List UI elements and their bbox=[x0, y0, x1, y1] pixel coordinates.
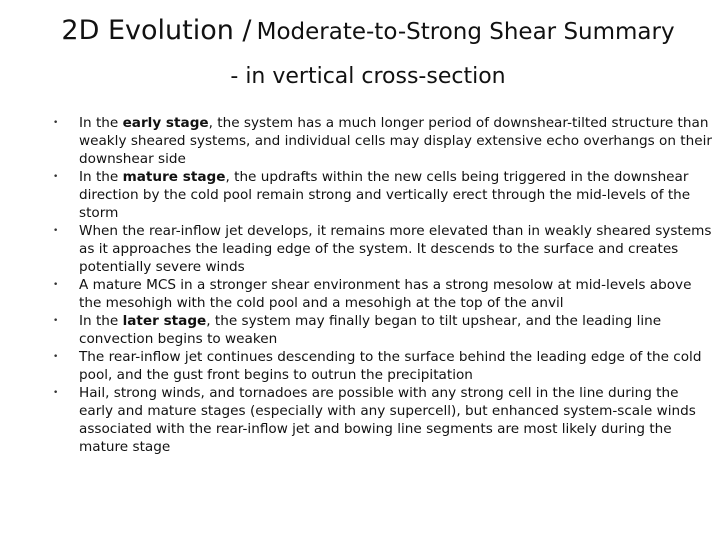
bullet-text-pre: In the bbox=[79, 115, 123, 131]
bullet-text bbox=[79, 385, 696, 455]
bullet-icon: • bbox=[53, 226, 59, 236]
bullet-text-pre: In the bbox=[79, 169, 123, 185]
bullet-icon: • bbox=[53, 118, 59, 128]
bullet-item-rear-inflow-descending bbox=[53, 348, 713, 384]
slide-title bbox=[0, 14, 720, 90]
bullet-list bbox=[53, 114, 713, 456]
title-line-2: - in vertical cross-section bbox=[230, 63, 506, 89]
bullet-icon: • bbox=[53, 352, 59, 362]
bullet-text bbox=[79, 349, 701, 383]
bullet-text-pre: When the rear-inflow jet develops, it remains more elevated than in weakly sheared systems as it approaches the leading edge of the system. It descends to the surface and creates potentially severe winds bbox=[79, 223, 712, 275]
bullet-text-pre: Hail, strong winds, and tornadoes are possible with any strong cell in the line during the early and mature stages (especially with any supercell), but enhanced system-scale winds associated with the rear-inflow jet and bowing line segments are most likely during the mature stage bbox=[79, 385, 696, 455]
bullet-text-pre: A mature MCS in a stronger shear environment has a strong mesolow at mid-levels above the mesohigh with the cold pool and a mesohigh at the top of the anvil bbox=[79, 277, 692, 311]
bullet-item-mature-mcs bbox=[53, 276, 713, 312]
bullet-text-post: , the system has a much longer period of downshear-tilted structure than weakly sheared systems, and individual cells may display extensive echo overhangs on their downshear side bbox=[79, 115, 712, 167]
bullet-icon: • bbox=[53, 172, 59, 182]
bullet-text-post: , the updrafts within the new cells being triggered in the downshear direction by the cold pool remain strong and vertically erect through the mid-levels of the storm bbox=[79, 169, 691, 221]
bullet-text bbox=[79, 223, 711, 275]
bullet-icon: • bbox=[53, 388, 59, 398]
title-line-1 bbox=[0, 14, 720, 48]
bullet-text bbox=[79, 169, 690, 221]
bullet-text bbox=[79, 277, 691, 311]
bullet-text-bold: mature stage bbox=[122, 169, 226, 185]
bullet-text-pre: The rear-inflow jet continues descending to the surface behind the leading edge of the cold pool, and the gust front begins to outrun the precipitation bbox=[79, 349, 702, 383]
bullet-icon: • bbox=[53, 316, 59, 326]
title-sub-text: Moderate-to-Strong Shear Summary bbox=[256, 19, 675, 45]
bullet-item-rear-inflow-jet bbox=[53, 222, 713, 276]
bullet-text-bold: later stage bbox=[122, 313, 207, 329]
bullet-text bbox=[79, 313, 661, 347]
bullet-item-later-stage bbox=[53, 312, 713, 348]
bullet-item-early-stage bbox=[53, 114, 713, 168]
bullet-text bbox=[79, 115, 712, 167]
bullet-item-hazards bbox=[53, 384, 713, 456]
bullet-text-pre: In the bbox=[79, 313, 123, 329]
bullet-item-mature-stage bbox=[53, 168, 713, 222]
bullet-icon: • bbox=[53, 280, 59, 290]
bullet-text-bold: early stage bbox=[122, 115, 209, 131]
title-main-text: 2D Evolution / bbox=[61, 15, 252, 46]
bullet-text-post: , the system may finally began to tilt upshear, and the leading line convection begins to weaken bbox=[79, 313, 662, 347]
